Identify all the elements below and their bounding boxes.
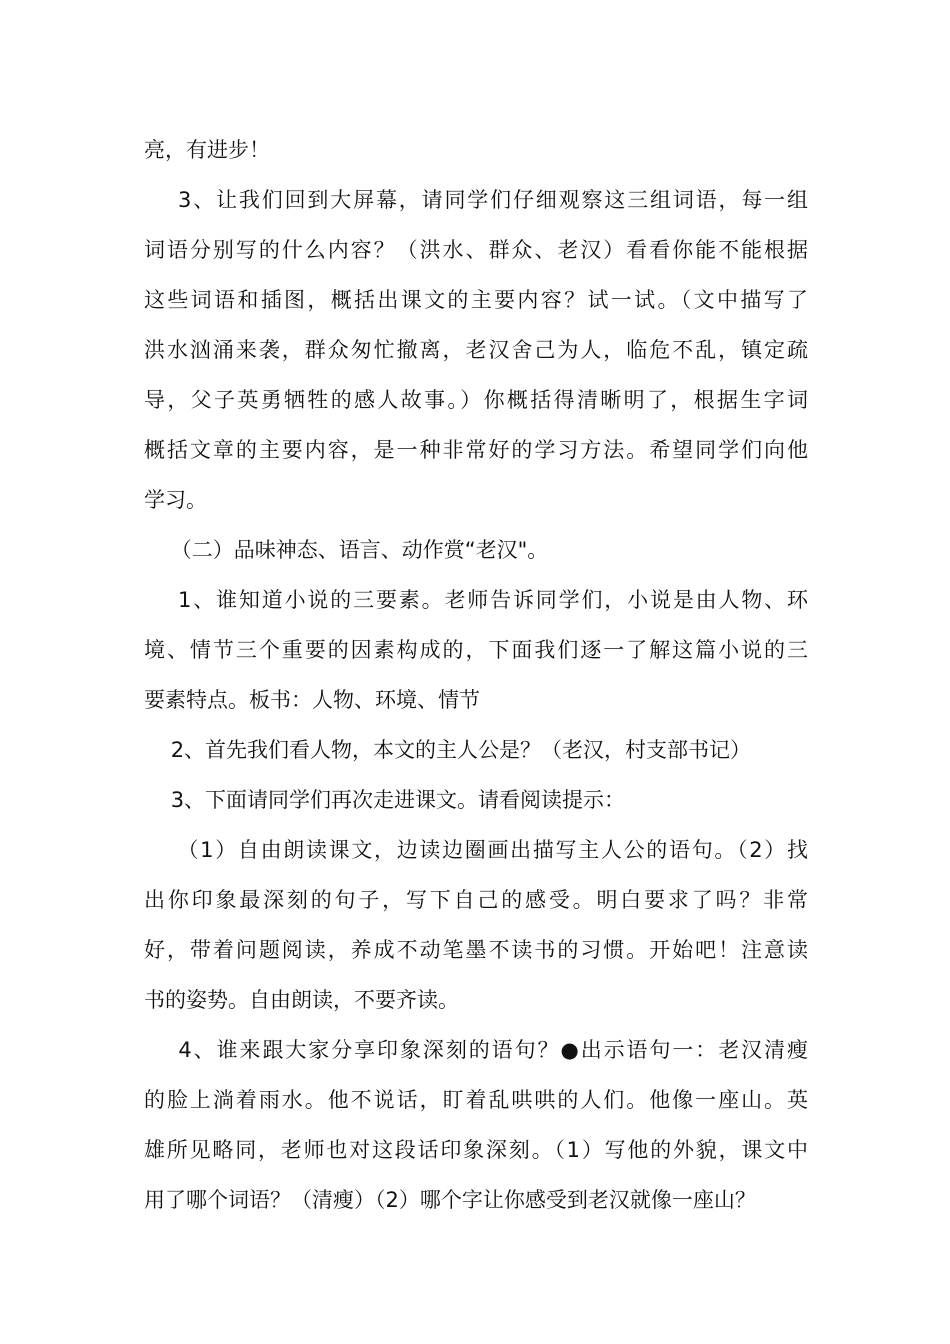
- text-line: 词语分别写的什么内容？（洪水、群众、老汉）看看你能不能根据: [144, 238, 808, 262]
- text-line: 学习。: [144, 488, 207, 512]
- paragraph: [144, 125, 808, 175]
- text-line: 2、首先我们看人物，本文的主人公是？（老汉，村支部书记）: [144, 738, 752, 762]
- text-line: 3、让我们回到大屏幕，请同学们仔细观察这三组词语，每一组: [144, 188, 808, 212]
- text-line: （二）品味神态、语言、动作赏“老汉"。: [144, 538, 549, 562]
- paragraph: [144, 575, 808, 725]
- text-line: （1）自由朗读课文，边读边圈画出描写主人公的语句。（2）找: [144, 838, 808, 862]
- paragraph: [144, 775, 808, 825]
- text-line: 雄所见略同，老师也对这段话印象深刻。（1）写他的外貌，课文中: [144, 1138, 808, 1162]
- text-line: 概括文章的主要内容，是一种非常好的学习方法。希望同学们向他: [144, 438, 808, 462]
- text-line: 的脸上淌着雨水。他不说话，盯着乱哄哄的人们。他像一座山。英: [144, 1088, 808, 1112]
- text-line: 出你印象最深刻的句子，写下自己的感受。明白要求了吗？非常: [144, 888, 808, 912]
- text-line: 这些词语和插图，概括出课文的主要内容？试一试。（文中描写了: [144, 288, 808, 312]
- paragraph: [144, 725, 808, 775]
- document-body: [144, 125, 808, 1225]
- text-line: 3、下面请同学们再次走进课文。请看阅读提示：: [144, 788, 626, 812]
- text-line: 洪水汹涌来袭，群众匆忙撤离，老汉舍己为人，临危不乱，镇定疏: [144, 338, 808, 362]
- paragraph: [144, 1025, 808, 1225]
- text-line: 要素特点。板书：人物、环境、情节: [144, 688, 480, 712]
- paragraph: [144, 825, 808, 1025]
- text-line: 境、情节三个重要的因素构成的，下面我们逐一了解这篇小说的三: [144, 638, 808, 662]
- text-line: 导，父子英勇牺牲的感人故事。）你概括得清晰明了，根据生字词: [144, 388, 808, 412]
- text-line: 书的姿势。自由朗读，不要齐读。: [144, 988, 459, 1012]
- paragraph: [144, 175, 808, 525]
- text-line: 4、谁来跟大家分享印象深刻的语句？●出示语句一：老汉清瘦: [144, 1038, 808, 1062]
- text-line: 用了哪个词语？（清瘦）（2）哪个字让你感受到老汉就像一座山？: [144, 1188, 756, 1212]
- text-line: 亮，有进步！: [144, 138, 270, 162]
- paragraph: [144, 525, 808, 575]
- text-line: 好，带着问题阅读，养成不动笔墨不读书的习惯。开始吧！注意读: [144, 938, 808, 962]
- text-line: 1、谁知道小说的三要素。老师告诉同学们，小说是由人物、环: [144, 588, 808, 612]
